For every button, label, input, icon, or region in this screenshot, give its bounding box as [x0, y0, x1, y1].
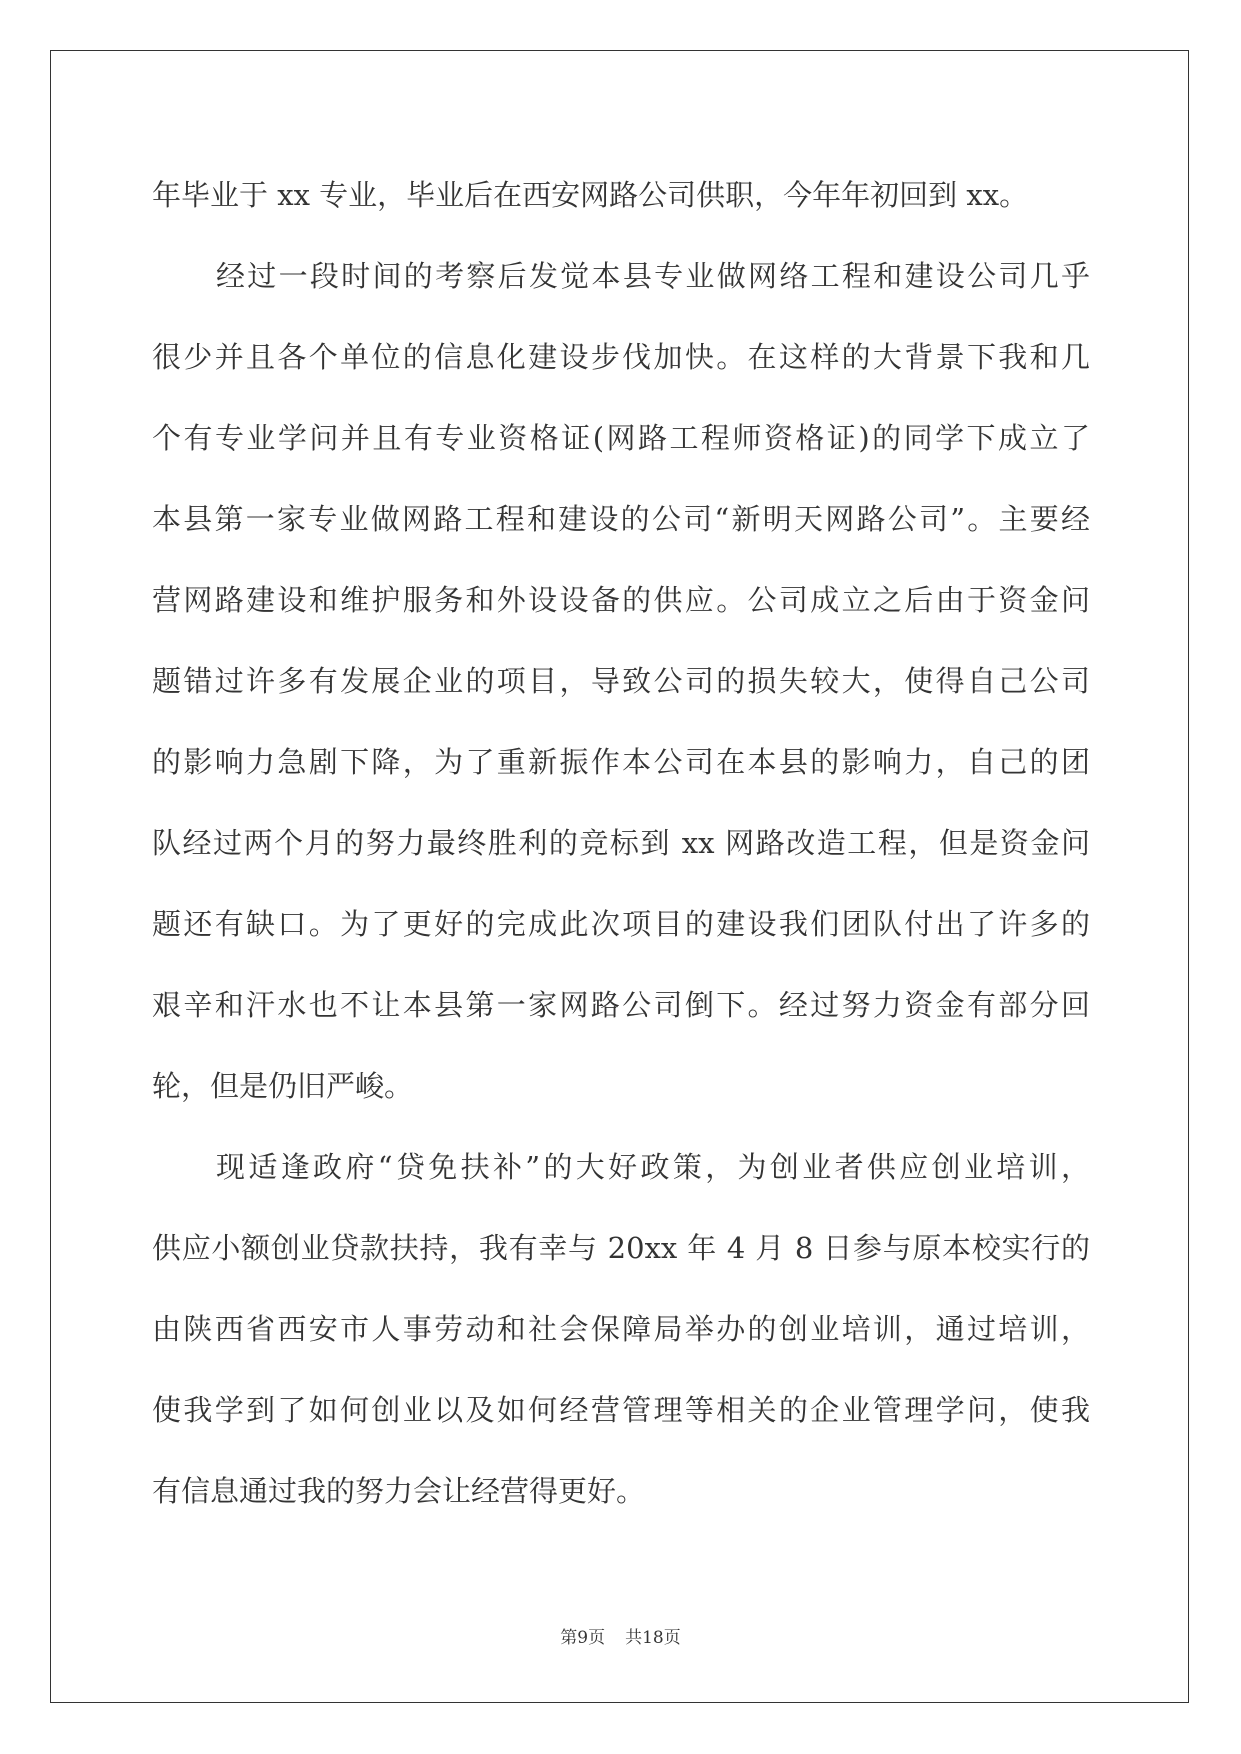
paragraph-2	[152, 236, 1090, 1127]
paragraph-3	[152, 1127, 1090, 1532]
text-line: 由陕西省西安市人事劳动和社会保障局举办的创业培训，通过培训，	[152, 1312, 1090, 1346]
text-line: 现适逢政府“贷免扶补”的大好政策，为创业者供应创业培训，	[216, 1150, 1090, 1184]
page-total: 共18页	[625, 1628, 681, 1648]
text-line: 营网路建设和维护服务和外设设备的供应。公司成立之后由于资金问	[152, 583, 1090, 617]
text-line: 艰辛和汗水也不让本县第一家网路公司倒下。经过努力资金有部分回	[152, 988, 1090, 1022]
text-line: 很少并且各个单位的信息化建设步伐加快。在这样的大背景下我和几	[152, 340, 1090, 374]
page-number: 第9页	[560, 1628, 606, 1648]
text-line: 使我学到了如何创业以及如何经营管理等相关的企业管理学问，使我	[152, 1393, 1090, 1427]
text-line: 经过一段时间的考察后发觉本县专业做网络工程和建设公司几乎	[216, 259, 1090, 293]
text-line: 队经过两个月的努力最终胜利的竞标到 xx 网路改造工程，但是资金问	[152, 826, 1090, 860]
text-line: 本县第一家专业做网路工程和建设的公司“新明天网路公司”。主要经	[152, 502, 1090, 536]
text-line: 轮，但是仍旧严峻。	[152, 1069, 414, 1103]
text-line: 年毕业于 xx 专业，毕业后在西安网路公司供职，今年年初回到 xx。	[152, 178, 1029, 212]
text-line: 供应小额创业贷款扶持，我有幸与 20xx 年 4 月 8 日参与原本校实行的	[152, 1231, 1090, 1265]
text-line: 个有专业学问并且有专业资格证(网路工程师资格证)的同学下成立了	[152, 421, 1090, 455]
text-line: 的影响力急剧下降，为了重新振作本公司在本县的影响力，自己的团	[152, 745, 1090, 779]
page-footer	[0, 1624, 1241, 1652]
text-line: 题错过许多有发展企业的项目，导致公司的损失较大，使得自己公司	[152, 664, 1090, 698]
text-line: 有信息通过我的努力会让经营得更好。	[152, 1474, 646, 1508]
paragraph-1	[152, 155, 1090, 236]
document-body	[152, 155, 1090, 1532]
text-line: 题还有缺口。为了更好的完成此次项目的建设我们团队付出了许多的	[152, 907, 1090, 941]
